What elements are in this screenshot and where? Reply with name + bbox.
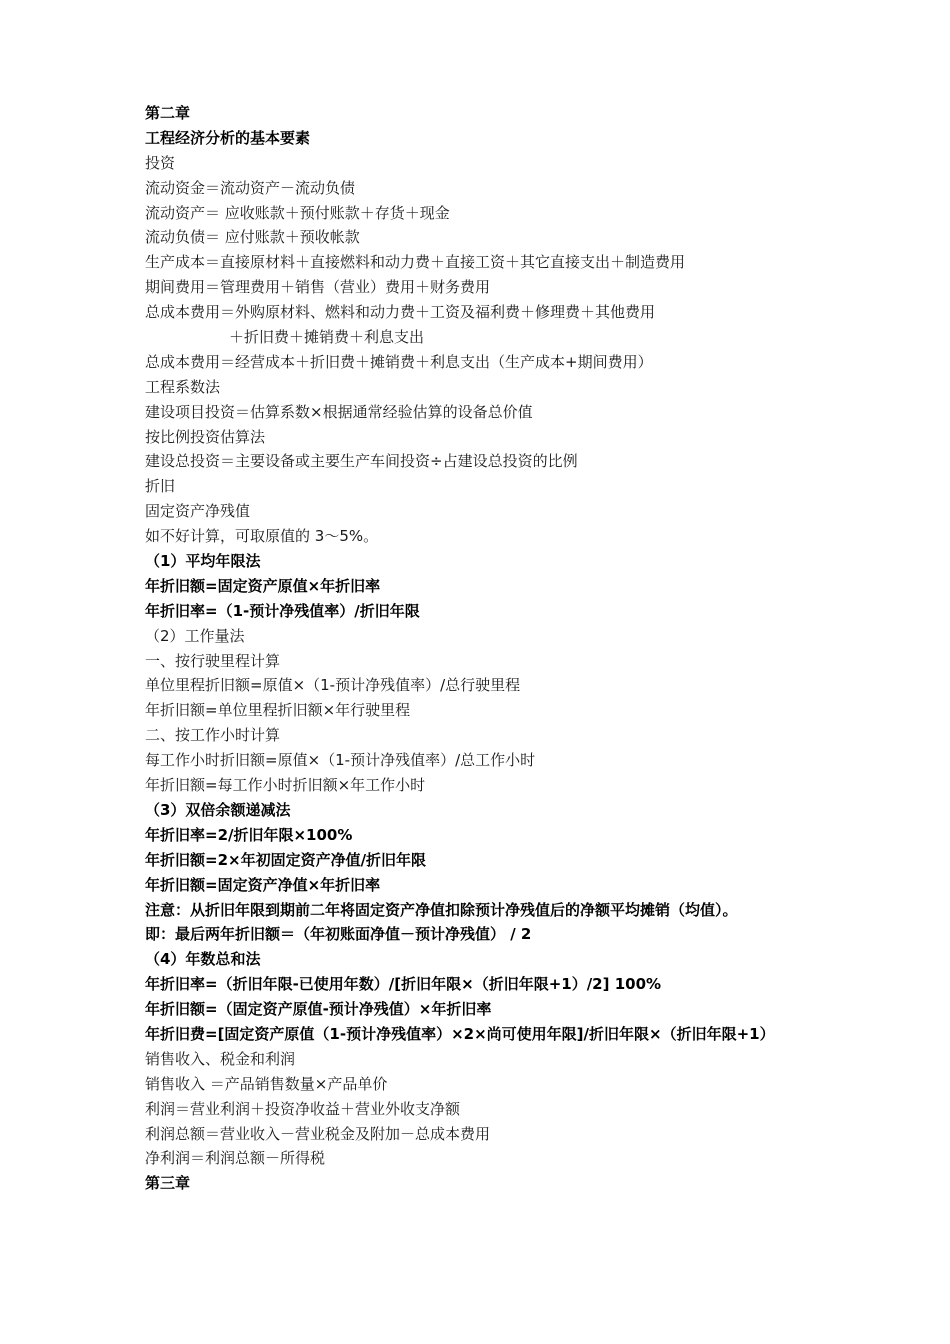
text-line: 年折旧额=（固定资产原值-预计净残值）×年折旧率 [145, 1000, 492, 1019]
text-line: 利润＝营业利润＋投资净收益＋营业外收支净额 [145, 1099, 461, 1118]
text-line: 总成本费用＝外购原材料、燃料和动力费＋工资及福利费＋修理费＋其他费用 [145, 303, 656, 322]
text-line: 即：最后两年折旧额＝（年初账面净值－预计净残值） / 2 [145, 925, 532, 944]
text-line: 年折旧率=（折旧年限-已使用年数）/[折旧年限×（折旧年限+1）/2] 100% [145, 975, 662, 994]
text-line: 工程经济分析的基本要素 [145, 128, 311, 147]
text-line: （3）双倍余额递减法 [145, 800, 291, 819]
text-line: 年折旧费=[固定资产原值（1-预计净残值率）×2×尚可使用年限]/折旧年限×（折旧年限+1） [145, 1024, 775, 1043]
text-line: 一、按行驶里程计算 [145, 651, 281, 670]
text-line: ＋折旧费＋摊销费＋利息支出 [229, 328, 425, 347]
text-line: 工程系数法 [145, 377, 221, 396]
text-line: 流动资产＝ 应收账款＋预付账款＋存货＋现金 [145, 203, 450, 222]
text-line: （1）平均年限法 [145, 552, 261, 571]
text-line: 流动负债＝ 应付账款＋预收帐款 [145, 228, 360, 247]
text-line: 第二章 [145, 104, 191, 122]
text-line: （4）年数总和法 [145, 950, 261, 969]
text-line: 每工作小时折旧额=原值×（1-预计净残值率）/总工作小时 [145, 751, 536, 770]
text-line: 二、按工作小时计算 [145, 726, 281, 745]
text-line: 单位里程折旧额=原值×（1-预计净残值率）/总行驶里程 [145, 676, 521, 695]
text-line: 销售收入、税金和利润 [145, 1049, 296, 1068]
text-line: 固定资产净残值 [145, 502, 251, 521]
text-line: 注意：从折旧年限到期前二年将固定资产净值扣除预计净残值后的净额平均摊销（均值）。 [145, 900, 738, 919]
text-line: 年折旧额=单位里程折旧额×年行驶里程 [145, 701, 411, 720]
text-line: 第三章 [145, 1174, 191, 1193]
text-line: 年折旧率=（1-预计净残值率）/折旧年限 [145, 601, 420, 620]
text-line: 销售收入 ＝产品销售数量×产品单价 [145, 1074, 388, 1093]
text-line: 生产成本＝直接原材料＋直接燃料和动力费＋直接工资＋其它直接支出＋制造费用 [145, 253, 686, 272]
document-body [145, 101, 865, 1196]
text-line: 总成本费用＝经营成本＋折旧费＋摊销费＋利息支出（生产成本+期间费用） [145, 352, 653, 371]
text-line: 年折旧率=2/折旧年限×100% [145, 825, 353, 844]
text-line: 流动资金＝流动资产－流动负债 [145, 178, 356, 197]
text-line: 按比例投资估算法 [145, 427, 266, 446]
text-line: 如不好计算，可取原值的 3～5%。 [145, 527, 379, 546]
text-line: 年折旧额=2×年初固定资产净值/折旧年限 [145, 850, 427, 869]
text-line: 净利润＝利润总额－所得税 [145, 1149, 326, 1168]
text-line: 年折旧额=固定资产净值×年折旧率 [145, 875, 381, 894]
text-line: 投资 [145, 153, 176, 172]
text-line: 期间费用＝管理费用＋销售（营业）费用＋财务费用 [145, 278, 491, 297]
text-line: 建设总投资＝主要设备或主要生产车间投资÷占建设总投资的比例 [145, 452, 578, 471]
text-line: （2）工作量法 [145, 626, 245, 645]
text-line: 折旧 [145, 477, 176, 496]
text-line: 利润总额＝营业收入－营业税金及附加－总成本费用 [145, 1124, 491, 1143]
text-line: 年折旧额=每工作小时折旧额×年工作小时 [145, 776, 426, 795]
text-line: 年折旧额=固定资产原值×年折旧率 [145, 576, 381, 595]
text-line: 建设项目投资＝估算系数×根据通常经验估算的设备总价值 [145, 402, 533, 421]
